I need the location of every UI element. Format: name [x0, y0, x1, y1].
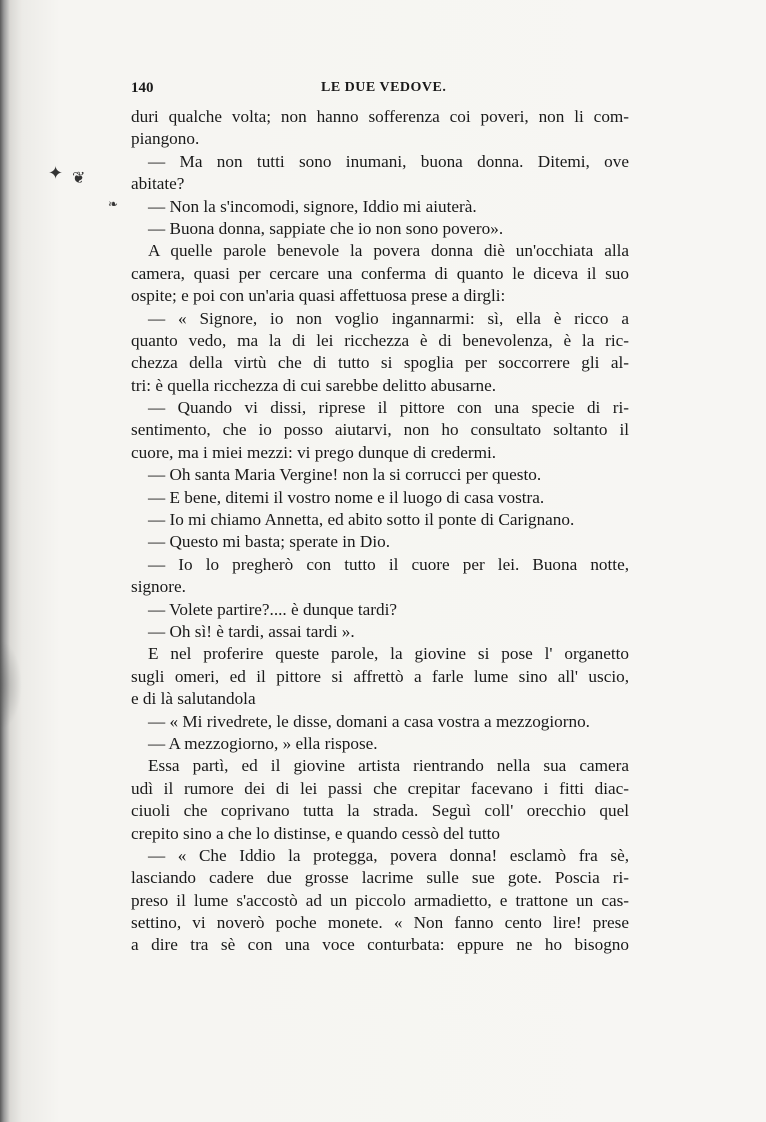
- text-line: settino, vi noverò poche monete. « Non fanno cento lire! prese: [131, 913, 629, 933]
- page-smudge: [0, 640, 22, 730]
- text-line: — Io lo pregherò con tutto il cuore per lei. Buona notte,: [148, 554, 629, 574]
- text-line: — Ma non tutti sono inumani, buona donna. Ditemi, ove: [148, 151, 629, 171]
- text-line: — Oh santa Maria Vergine! non la si corrucci per questo.: [148, 465, 542, 485]
- text-line: crepito sino a che lo distinse, e quando cessò del tutto: [131, 823, 500, 843]
- text-line: — « Signore, io non voglio ingannarmi: sì, ella è ricco a: [148, 308, 629, 328]
- page-header: [131, 80, 629, 100]
- text-line: Essa partì, ed il giovine artista rientrando nella sua camera: [148, 756, 629, 776]
- text-line: camera, quasi per cercare una conferma di quanto le diceva il suo: [131, 263, 629, 283]
- running-title: LE DUE VEDOVE.: [321, 80, 447, 95]
- text-line: quanto vedo, ma la di lei ricchezza è di benevolenza, è la ric-: [131, 330, 629, 350]
- text-line: sugli omeri, ed il pittore si affrettò a farle lume sino all' uscio,: [131, 666, 629, 686]
- text-line: — Buona donna, sappiate che io non sono povero».: [148, 218, 504, 238]
- ink-speck: ✦: [48, 163, 64, 184]
- text-line: cuore, ma i miei mezzi: vi prego dunque di credermi.: [131, 442, 497, 462]
- text-line: chezza della virtù che di tutto si spoglia per soccorrere gli al-: [131, 353, 629, 373]
- text-line: E nel proferire queste parole, la giovine si pose l' organetto: [148, 644, 629, 664]
- text-line: — Volete partire?.... è dunque tardi?: [148, 599, 397, 619]
- text-line: piangono.: [131, 129, 200, 149]
- text-line: ciuoli che coprivano tutta la strada. Seguì coll' orecchio quel: [131, 801, 629, 821]
- body-text: [131, 106, 629, 957]
- text-line: abitate?: [131, 174, 185, 194]
- text-line: lasciando cadere due grosse lacrime sulle sue gote. Poscia ri-: [131, 868, 629, 888]
- text-line: sentimento, che io posso aiutarvi, non ho consultato soltanto il: [131, 420, 629, 440]
- text-line: — « Che Iddio la protegga, povera donna! esclamò fra sè,: [148, 845, 629, 865]
- text-line: — Quando vi dissi, riprese il pittore con una specie di ri-: [148, 398, 629, 418]
- text-line: — Non la s'incomodi, signore, Iddio mi aiuterà.: [148, 196, 477, 216]
- text-line: e di là salutandola: [131, 689, 256, 709]
- text-line: udì il rumore dei di lei passi che crepitar facevano i fitti diac-: [131, 778, 629, 798]
- text-line: — Questo mi basta; sperate in Dio.: [148, 532, 391, 552]
- text-line: — « Mi rivedrete, le disse, domani a casa vostra a mezzogiorno.: [148, 711, 590, 731]
- text-line: tri: è quella ricchezza di cui sarebbe delitto abusarne.: [131, 375, 497, 395]
- page-number: 140: [131, 80, 154, 96]
- text-line: preso il lume s'accostò ad un piccolo armadietto, e trattone un cas-: [131, 890, 629, 910]
- text-line: duri qualche volta; non hanno sofferenza coi poveri, non li com-: [131, 107, 629, 126]
- ink-speck: ❦: [72, 168, 86, 187]
- text-line: — A mezzogiorno, » ella rispose.: [148, 733, 378, 753]
- text-line: — E bene, ditemi il vostro nome e il luogo di casa vostra.: [148, 487, 545, 507]
- text-line: — Io mi chiamo Annetta, ed abito sotto il ponte di Carignano.: [148, 510, 575, 530]
- text-line: signore.: [131, 577, 186, 597]
- text-line: A quelle parole benevole la povera donna diè un'occhiata alla: [148, 241, 629, 261]
- text-line: a dire tra sè con una voce conturbata: eppure ne ho bisogno: [131, 935, 629, 955]
- ink-speck: ❧: [108, 197, 119, 211]
- text-line: — Oh sì! è tardi, assai tardi ».: [148, 621, 355, 641]
- text-line: ospite; e poi con un'aria quasi affettuosa prese a dirgli:: [131, 286, 506, 306]
